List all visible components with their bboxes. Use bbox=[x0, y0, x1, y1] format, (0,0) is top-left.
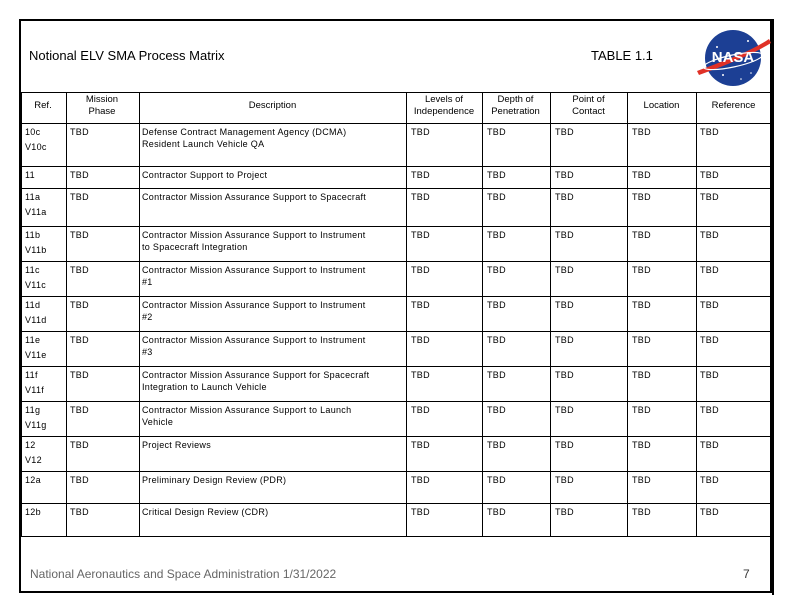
cell-dop: TBD bbox=[487, 440, 506, 450]
cell-poc: TBD bbox=[555, 192, 574, 202]
cell-description-line2: #2 bbox=[142, 312, 153, 322]
cell-description-line1: Contractor Mission Assurance Support to Instrument bbox=[142, 265, 366, 275]
cell-phase: TBD bbox=[70, 335, 89, 345]
cell-refc: TBD bbox=[700, 127, 719, 137]
table-rule bbox=[21, 188, 771, 189]
cell-loc: TBD bbox=[632, 405, 651, 415]
header-poc-line2: Contact bbox=[572, 106, 605, 117]
cell-loi: TBD bbox=[411, 230, 430, 240]
cell-ref bbox=[25, 126, 65, 153]
cell-loc: TBD bbox=[632, 170, 651, 180]
header-depth-line2: Penetration bbox=[491, 106, 540, 117]
table-rule bbox=[21, 261, 771, 262]
table-column-rule bbox=[696, 92, 697, 536]
table-label: TABLE 1.1 bbox=[591, 48, 653, 63]
header-poc-line1: Point of bbox=[572, 94, 605, 105]
cell-phase: TBD bbox=[70, 440, 89, 450]
cell-phase: TBD bbox=[70, 300, 89, 310]
cell-loc: TBD bbox=[632, 475, 651, 485]
cell-phase: TBD bbox=[70, 265, 89, 275]
table-rule bbox=[21, 166, 771, 167]
cell-description bbox=[142, 126, 404, 150]
cell-description bbox=[142, 404, 404, 428]
header-levels-of-independence bbox=[406, 94, 482, 118]
cell-description-line2: Resident Launch Vehicle QA bbox=[142, 139, 265, 149]
cell-ref-version: V11e bbox=[25, 350, 47, 360]
page-number: 7 bbox=[743, 567, 750, 581]
cell-phase: TBD bbox=[70, 192, 89, 202]
cell-phase: TBD bbox=[70, 507, 89, 517]
header-levels-line1: Levels of bbox=[424, 94, 464, 105]
cell-loi: TBD bbox=[411, 265, 430, 275]
cell-ref bbox=[25, 191, 65, 218]
cell-loc: TBD bbox=[632, 440, 651, 450]
cell-dop: TBD bbox=[487, 170, 506, 180]
cell-ref-version: V11a bbox=[25, 207, 47, 217]
header-depth-of-penetration bbox=[482, 94, 549, 118]
cell-dop: TBD bbox=[487, 370, 506, 380]
cell-description-line1: Defense Contract Management Agency (DCMA) bbox=[142, 127, 347, 137]
cell-dop: TBD bbox=[487, 475, 506, 485]
cell-loc: TBD bbox=[632, 265, 651, 275]
header-location: Location bbox=[643, 100, 680, 111]
cell-ref-id: 11g bbox=[25, 405, 41, 415]
cell-refc: TBD bbox=[700, 440, 719, 450]
cell-loi: TBD bbox=[411, 507, 430, 517]
cell-dop: TBD bbox=[487, 230, 506, 240]
cell-loc: TBD bbox=[632, 127, 651, 137]
cell-phase: TBD bbox=[70, 475, 89, 485]
cell-ref-id: 11e bbox=[25, 335, 41, 345]
cell-ref bbox=[25, 169, 65, 181]
nasa-logo-text: NASA bbox=[711, 49, 755, 66]
cell-loc: TBD bbox=[632, 230, 651, 240]
header-ref: Ref. bbox=[34, 100, 52, 111]
cell-dop: TBD bbox=[487, 507, 506, 517]
cell-loi: TBD bbox=[411, 300, 430, 310]
cell-poc: TBD bbox=[555, 265, 574, 275]
table-rule bbox=[21, 503, 771, 504]
table-rule bbox=[21, 366, 771, 367]
table-column-rule bbox=[627, 92, 628, 536]
cell-ref-version: V11f bbox=[25, 385, 45, 395]
cell-loi: TBD bbox=[411, 170, 430, 180]
cell-description-line1: Contractor Mission Assurance Support to Launch bbox=[142, 405, 352, 415]
cell-ref bbox=[25, 474, 65, 486]
table-column-rule bbox=[482, 92, 483, 536]
table-rule bbox=[21, 471, 771, 472]
cell-loi: TBD bbox=[411, 475, 430, 485]
cell-description-line1: Contractor Support to Project bbox=[142, 170, 268, 180]
cell-refc: TBD bbox=[700, 265, 719, 275]
cell-ref-version: V11c bbox=[25, 280, 47, 290]
header-depth-line1: Depth of bbox=[497, 94, 534, 105]
cell-refc: TBD bbox=[700, 230, 719, 240]
table-rule bbox=[21, 123, 771, 124]
table-column-rule bbox=[771, 92, 772, 536]
cell-description-line2: Vehicle bbox=[142, 417, 174, 427]
cell-description-line1: Contractor Mission Assurance Support to Spacecraft bbox=[142, 192, 367, 202]
cell-ref bbox=[25, 506, 65, 518]
cell-poc: TBD bbox=[555, 300, 574, 310]
table-column-rule bbox=[21, 92, 22, 536]
cell-description-line2: #3 bbox=[142, 347, 153, 357]
nasa-logo bbox=[693, 23, 773, 93]
cell-refc: TBD bbox=[700, 192, 719, 202]
cell-refc: TBD bbox=[700, 507, 719, 517]
cell-ref-version: V11b bbox=[25, 245, 47, 255]
cell-description-line2: Integration to Launch Vehicle bbox=[142, 382, 267, 392]
cell-dop: TBD bbox=[487, 127, 506, 137]
cell-dop: TBD bbox=[487, 405, 506, 415]
cell-phase: TBD bbox=[70, 405, 89, 415]
header-levels-line2: Independence bbox=[413, 106, 475, 117]
cell-poc: TBD bbox=[555, 335, 574, 345]
cell-loi: TBD bbox=[411, 192, 430, 202]
cell-refc: TBD bbox=[700, 335, 719, 345]
cell-phase: TBD bbox=[70, 127, 89, 137]
cell-description-line1: Contractor Mission Assurance Support to Instrument bbox=[142, 230, 366, 240]
cell-description bbox=[142, 369, 404, 393]
cell-refc: TBD bbox=[700, 475, 719, 485]
table-rule bbox=[21, 536, 771, 537]
table-rule bbox=[21, 92, 771, 93]
header-reference: Reference bbox=[711, 100, 756, 111]
cell-poc: TBD bbox=[555, 370, 574, 380]
table-rule bbox=[21, 226, 771, 227]
cell-description-line1: Project Reviews bbox=[142, 440, 212, 450]
cell-ref bbox=[25, 299, 65, 326]
footer-text: National Aeronautics and Space Administration 1/31/2022 bbox=[30, 567, 337, 581]
table-column-rule bbox=[406, 92, 407, 536]
cell-poc: TBD bbox=[555, 127, 574, 137]
cell-description-line1: Critical Design Review (CDR) bbox=[142, 507, 269, 517]
cell-description-line1: Contractor Mission Assurance Support to Instrument bbox=[142, 300, 366, 310]
cell-description bbox=[142, 334, 404, 358]
cell-description-line1: Contractor Mission Assurance Support to Instrument bbox=[142, 335, 366, 345]
header-mission-phase-line2: Phase bbox=[88, 106, 116, 117]
cell-ref-id: 11c bbox=[25, 265, 40, 275]
cell-phase: TBD bbox=[70, 370, 89, 380]
cell-description bbox=[142, 506, 404, 518]
header-mission-phase-line1: Mission bbox=[85, 94, 119, 105]
slide-title: Notional ELV SMA Process Matrix bbox=[29, 48, 225, 63]
cell-ref-id: 12b bbox=[25, 507, 41, 517]
cell-ref-version: V10c bbox=[25, 142, 47, 152]
cell-ref-id: 12a bbox=[25, 475, 41, 485]
cell-poc: TBD bbox=[555, 440, 574, 450]
cell-description bbox=[142, 439, 404, 451]
cell-ref bbox=[25, 334, 65, 361]
cell-refc: TBD bbox=[700, 370, 719, 380]
table-column-rule bbox=[66, 92, 67, 536]
cell-ref-version: V11d bbox=[25, 315, 47, 325]
table-column-rule bbox=[550, 92, 551, 536]
cell-refc: TBD bbox=[700, 300, 719, 310]
header-point-of-contact bbox=[550, 94, 627, 118]
cell-phase: TBD bbox=[70, 230, 89, 240]
cell-loc: TBD bbox=[632, 192, 651, 202]
header-mission-phase bbox=[66, 94, 138, 118]
cell-ref-version: V11g bbox=[25, 420, 47, 430]
cell-poc: TBD bbox=[555, 405, 574, 415]
frame-shadow bbox=[772, 19, 774, 595]
cell-refc: TBD bbox=[700, 170, 719, 180]
cell-loc: TBD bbox=[632, 335, 651, 345]
cell-ref bbox=[25, 264, 65, 291]
cell-description bbox=[142, 169, 404, 181]
header-description: Description bbox=[248, 100, 297, 111]
cell-ref-id: 11d bbox=[25, 300, 41, 310]
cell-ref-id: 11a bbox=[25, 192, 41, 202]
cell-dop: TBD bbox=[487, 265, 506, 275]
cell-description bbox=[142, 299, 404, 323]
cell-poc: TBD bbox=[555, 170, 574, 180]
cell-ref bbox=[25, 369, 65, 396]
cell-dop: TBD bbox=[487, 335, 506, 345]
cell-dop: TBD bbox=[487, 300, 506, 310]
cell-poc: TBD bbox=[555, 230, 574, 240]
cell-description-line2: to Spacecraft Integration bbox=[142, 242, 248, 252]
cell-loc: TBD bbox=[632, 507, 651, 517]
cell-loi: TBD bbox=[411, 370, 430, 380]
cell-phase: TBD bbox=[70, 170, 89, 180]
cell-description bbox=[142, 229, 404, 253]
cell-loi: TBD bbox=[411, 127, 430, 137]
cell-ref bbox=[25, 404, 65, 431]
cell-ref-id: 11b bbox=[25, 230, 41, 240]
table-rule bbox=[21, 331, 771, 332]
cell-ref-id: 11f bbox=[25, 370, 38, 380]
table-rule bbox=[21, 401, 771, 402]
cell-poc: TBD bbox=[555, 507, 574, 517]
cell-poc: TBD bbox=[555, 475, 574, 485]
cell-ref-id: 12 bbox=[25, 440, 36, 450]
cell-ref bbox=[25, 229, 65, 256]
cell-description bbox=[142, 264, 404, 288]
cell-description bbox=[142, 191, 404, 203]
table-column-rule bbox=[139, 92, 140, 536]
cell-ref bbox=[25, 439, 65, 466]
cell-description-line2: #1 bbox=[142, 277, 153, 287]
cell-loi: TBD bbox=[411, 405, 430, 415]
cell-ref-id: 11 bbox=[25, 170, 35, 180]
cell-description-line1: Preliminary Design Review (PDR) bbox=[142, 475, 287, 485]
table-rule bbox=[21, 296, 771, 297]
cell-ref-version: V12 bbox=[25, 455, 42, 465]
cell-loi: TBD bbox=[411, 440, 430, 450]
cell-refc: TBD bbox=[700, 405, 719, 415]
cell-loi: TBD bbox=[411, 335, 430, 345]
cell-description bbox=[142, 474, 404, 486]
cell-description-line1: Contractor Mission Assurance Support for Spacecraft bbox=[142, 370, 370, 380]
cell-dop: TBD bbox=[487, 192, 506, 202]
cell-loc: TBD bbox=[632, 370, 651, 380]
cell-ref-id: 10c bbox=[25, 127, 41, 137]
table-rule bbox=[21, 436, 771, 437]
cell-loc: TBD bbox=[632, 300, 651, 310]
